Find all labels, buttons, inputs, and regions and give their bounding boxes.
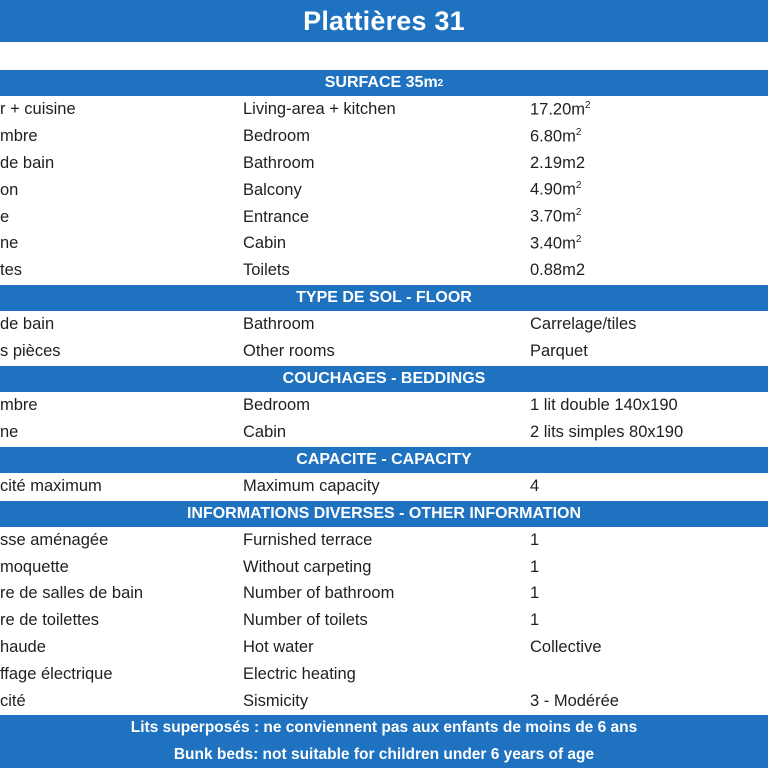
value-superscript: 2 — [575, 207, 582, 219]
english-label: Number of bathroom — [243, 584, 395, 603]
table-row — [0, 688, 768, 715]
french-label-cell — [0, 531, 240, 550]
section-header-superscript: 2 — [437, 77, 444, 89]
english-label: Entrance — [243, 207, 310, 226]
table-row — [0, 230, 768, 257]
french-label: r + cuisine — [0, 99, 76, 118]
french-label-cell — [0, 692, 240, 711]
value-superscript: 2 — [575, 126, 582, 138]
footer-note: Lits superposés : ne conviennent pas aux enfants de moins de 6 ans — [0, 715, 768, 742]
value-text: 2 lits simples 80x190 — [530, 422, 684, 441]
value-cell — [530, 342, 588, 361]
value-cell — [530, 154, 585, 173]
table-row — [0, 392, 768, 419]
value-text: Collective — [530, 638, 602, 657]
value-text: 4 — [530, 476, 540, 495]
french-label: de bain — [0, 315, 55, 334]
english-label: Without carpeting — [243, 557, 372, 576]
footer-note: Bunk beds: not suitable for children under 6 years of age — [0, 741, 768, 768]
section-header-label: SURFACE 35m — [324, 74, 438, 91]
english-label: Bathroom — [243, 153, 315, 172]
table-row — [0, 473, 768, 500]
section-header-label: CAPACITE - CAPACITY — [296, 450, 472, 468]
french-label: moquette — [0, 557, 69, 576]
french-label-cell — [0, 315, 240, 334]
english-label: Cabin — [243, 422, 287, 441]
table-row — [0, 419, 768, 446]
english-label: Maximum capacity — [243, 476, 380, 495]
english-label: Bathroom — [243, 315, 315, 334]
value-text: 6.80m — [530, 127, 576, 146]
table-row — [0, 123, 768, 150]
value-cell — [530, 423, 683, 442]
french-label: on — [0, 180, 19, 199]
table-row — [0, 150, 768, 177]
french-label: s pièces — [0, 342, 61, 361]
table-row — [0, 580, 768, 607]
value-cell — [530, 180, 581, 200]
section-header — [0, 500, 768, 527]
value-text: Parquet — [530, 342, 588, 361]
french-label: cité — [0, 691, 26, 710]
value-text: 0.88m2 — [530, 261, 586, 280]
french-label: tes — [0, 261, 23, 280]
french-label-cell — [0, 558, 240, 577]
english-label: Toilets — [243, 261, 290, 280]
english-label: Electric heating — [243, 665, 356, 684]
french-label: e — [0, 207, 10, 226]
value-cell — [530, 234, 581, 254]
value-text: 3.70m — [530, 207, 576, 226]
french-label-cell — [0, 234, 240, 253]
value-cell — [530, 638, 602, 657]
french-label-cell — [0, 638, 240, 657]
french-label-cell — [0, 127, 240, 146]
french-label: re de salles de bain — [0, 584, 144, 603]
value-cell — [530, 127, 581, 147]
french-label-cell — [0, 423, 240, 442]
french-label: sse aménagée — [0, 530, 109, 549]
value-cell — [530, 531, 539, 550]
french-label: ffage électrique — [0, 665, 113, 684]
table-row — [0, 607, 768, 634]
section-header-label: COUCHAGES - BEDDINGS — [282, 370, 486, 388]
value-text: 1 lit double 140x190 — [530, 395, 678, 414]
french-label-cell — [0, 665, 240, 684]
value-text: 3 - Modérée — [530, 691, 619, 710]
value-text: 3.40m — [530, 234, 576, 253]
english-label: Number of toilets — [243, 611, 368, 630]
table-row — [0, 634, 768, 661]
value-cell — [530, 558, 539, 577]
french-label-cell — [0, 396, 240, 415]
value-superscript: 2 — [575, 234, 582, 246]
section-header — [0, 284, 768, 311]
value-cell — [530, 692, 619, 711]
table-row — [0, 311, 768, 338]
french-label: mbre — [0, 126, 38, 145]
section-header — [0, 446, 768, 473]
french-label-cell — [0, 208, 240, 227]
english-label: Living-area + kitchen — [243, 99, 396, 118]
french-label-cell — [0, 181, 240, 200]
french-label-cell — [0, 100, 240, 119]
spacer — [0, 42, 768, 69]
page-title: Plattières 31 — [0, 0, 768, 42]
french-label: re de toilettes — [0, 611, 100, 630]
value-text: 2.19m2 — [530, 153, 586, 172]
french-label: mbre — [0, 395, 38, 414]
french-label-cell — [0, 477, 240, 496]
value-text: 17.20m — [530, 100, 586, 119]
value-cell — [530, 611, 539, 630]
french-label: ne — [0, 234, 19, 253]
value-cell — [530, 315, 636, 334]
table-row — [0, 661, 768, 688]
table-row — [0, 338, 768, 365]
english-label: Cabin — [243, 234, 287, 253]
english-label: Hot water — [243, 638, 314, 657]
value-text: 1 — [530, 530, 540, 549]
french-label-cell — [0, 261, 240, 280]
section-header — [0, 365, 768, 392]
french-label: cité maximum — [0, 476, 102, 495]
table-row — [0, 204, 768, 231]
french-label-cell — [0, 584, 240, 603]
section-header — [0, 69, 768, 96]
english-label: Furnished terrace — [243, 530, 373, 549]
value-cell — [530, 261, 585, 280]
info-table — [0, 69, 768, 768]
table-row — [0, 554, 768, 581]
french-label: de bain — [0, 153, 55, 172]
table-row — [0, 527, 768, 554]
value-cell — [530, 396, 678, 415]
value-text: 4.90m — [530, 180, 576, 199]
table-row — [0, 257, 768, 284]
section-header-label: TYPE DE SOL - FLOOR — [296, 289, 472, 307]
value-cell — [530, 100, 591, 120]
section-header-label: INFORMATIONS DIVERSES - OTHER INFORMATION — [186, 504, 582, 522]
value-text: Carrelage/tiles — [530, 315, 637, 334]
value-text: 1 — [530, 611, 540, 630]
english-label: Other rooms — [243, 342, 335, 361]
english-label: Bedroom — [243, 395, 310, 414]
table-row — [0, 177, 768, 204]
french-label: ne — [0, 422, 19, 441]
value-cell — [530, 584, 539, 603]
english-label: Bedroom — [243, 126, 310, 145]
french-label-cell — [0, 611, 240, 630]
value-text: 1 — [530, 584, 540, 603]
value-superscript: 2 — [575, 180, 582, 192]
french-label-cell — [0, 154, 240, 173]
english-label: Balcony — [243, 180, 302, 199]
french-label-cell — [0, 342, 240, 361]
french-label: haude — [0, 638, 46, 657]
value-text: 1 — [530, 557, 540, 576]
value-cell — [530, 477, 539, 496]
value-superscript: 2 — [585, 99, 591, 111]
value-cell — [530, 207, 581, 227]
english-label: Sismicity — [243, 691, 309, 710]
table-row — [0, 96, 768, 123]
